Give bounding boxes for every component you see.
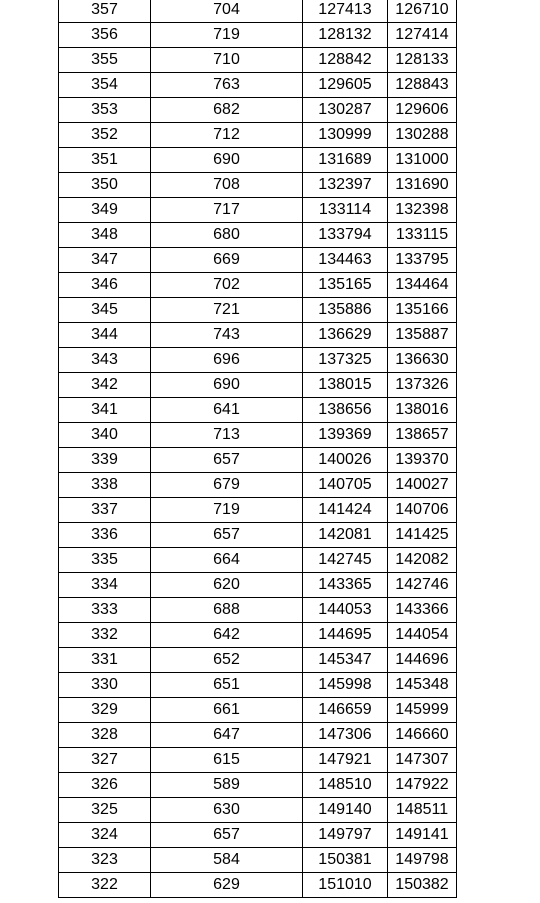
table-row	[59, 223, 457, 248]
table-row	[59, 748, 457, 773]
table-cell: 137326	[388, 373, 457, 398]
table-cell: 651	[151, 673, 303, 698]
table-cell: 351	[59, 148, 151, 173]
table-row	[59, 623, 457, 648]
table-cell: 135165	[303, 273, 388, 298]
table-row	[59, 498, 457, 523]
table-cell: 620	[151, 573, 303, 598]
table-cell: 142745	[303, 548, 388, 573]
table-cell: 669	[151, 248, 303, 273]
table-row	[59, 798, 457, 823]
table-cell: 129606	[388, 98, 457, 123]
table-cell: 142081	[303, 523, 388, 548]
table-cell: 642	[151, 623, 303, 648]
table-cell: 145999	[388, 698, 457, 723]
table-row	[59, 598, 457, 623]
table-cell: 133114	[303, 198, 388, 223]
table-row	[59, 698, 457, 723]
table-cell: 143366	[388, 598, 457, 623]
table-cell: 323	[59, 848, 151, 873]
table-row	[59, 148, 457, 173]
table-row	[59, 523, 457, 548]
table-body	[59, 0, 457, 898]
table-cell: 135887	[388, 323, 457, 348]
table-cell: 346	[59, 273, 151, 298]
table-row	[59, 448, 457, 473]
table-cell: 148511	[388, 798, 457, 823]
table-cell: 140027	[388, 473, 457, 498]
table-cell: 147921	[303, 748, 388, 773]
table-cell: 132397	[303, 173, 388, 198]
table-cell: 140026	[303, 448, 388, 473]
table-cell: 713	[151, 423, 303, 448]
table-cell: 131000	[388, 148, 457, 173]
table-row	[59, 723, 457, 748]
table-cell: 664	[151, 548, 303, 573]
table-cell: 336	[59, 523, 151, 548]
table-cell: 340	[59, 423, 151, 448]
table-cell: 704	[151, 0, 303, 23]
table-cell: 657	[151, 823, 303, 848]
table-cell: 138656	[303, 398, 388, 423]
table-cell: 144053	[303, 598, 388, 623]
table-cell: 352	[59, 123, 151, 148]
table-row	[59, 823, 457, 848]
table-cell: 347	[59, 248, 151, 273]
table-cell: 149140	[303, 798, 388, 823]
table-cell: 657	[151, 448, 303, 473]
table-cell: 690	[151, 373, 303, 398]
table-cell: 134463	[303, 248, 388, 273]
table-cell: 126710	[388, 0, 457, 23]
table-cell: 690	[151, 148, 303, 173]
table-cell: 149798	[388, 848, 457, 873]
table-cell: 589	[151, 773, 303, 798]
table-cell: 131689	[303, 148, 388, 173]
table-cell: 140706	[388, 498, 457, 523]
table-row	[59, 48, 457, 73]
table-cell: 710	[151, 48, 303, 73]
table-cell: 688	[151, 598, 303, 623]
table-cell: 354	[59, 73, 151, 98]
table-cell: 142082	[388, 548, 457, 573]
table-cell: 131690	[388, 173, 457, 198]
table-row	[59, 0, 457, 23]
table-cell: 338	[59, 473, 151, 498]
table-cell: 696	[151, 348, 303, 373]
table-cell: 132398	[388, 198, 457, 223]
table-cell: 348	[59, 223, 151, 248]
table-cell: 147307	[388, 748, 457, 773]
table-cell: 349	[59, 198, 151, 223]
table-cell: 332	[59, 623, 151, 648]
table-cell: 149797	[303, 823, 388, 848]
table-cell: 325	[59, 798, 151, 823]
table-row	[59, 873, 457, 898]
table-cell: 127414	[388, 23, 457, 48]
table-cell: 615	[151, 748, 303, 773]
table-cell: 712	[151, 123, 303, 148]
table-cell: 150381	[303, 848, 388, 873]
table-cell: 327	[59, 748, 151, 773]
table-row	[59, 673, 457, 698]
table-cell: 133794	[303, 223, 388, 248]
table-cell: 719	[151, 23, 303, 48]
table-cell: 679	[151, 473, 303, 498]
table-cell: 144696	[388, 648, 457, 673]
table-cell: 641	[151, 398, 303, 423]
table-cell: 334	[59, 573, 151, 598]
table-cell: 149141	[388, 823, 457, 848]
table-row	[59, 298, 457, 323]
table-cell: 717	[151, 198, 303, 223]
table-cell: 343	[59, 348, 151, 373]
table-cell: 128133	[388, 48, 457, 73]
table-cell: 145347	[303, 648, 388, 673]
table-cell: 333	[59, 598, 151, 623]
table-cell: 143365	[303, 573, 388, 598]
table-cell: 134464	[388, 273, 457, 298]
table-row	[59, 123, 457, 148]
table-cell: 151010	[303, 873, 388, 898]
table-cell: 135166	[388, 298, 457, 323]
table-row	[59, 573, 457, 598]
table-cell: 138015	[303, 373, 388, 398]
table-cell: 136629	[303, 323, 388, 348]
table-cell: 341	[59, 398, 151, 423]
table-cell: 147306	[303, 723, 388, 748]
table-cell: 146660	[388, 723, 457, 748]
table-row	[59, 473, 457, 498]
table-cell: 708	[151, 173, 303, 198]
table-cell: 652	[151, 648, 303, 673]
table-cell: 142746	[388, 573, 457, 598]
table-cell: 139369	[303, 423, 388, 448]
table-cell: 133795	[388, 248, 457, 273]
table-cell: 128842	[303, 48, 388, 73]
table-cell: 331	[59, 648, 151, 673]
table-cell: 357	[59, 0, 151, 23]
table-row	[59, 73, 457, 98]
table-row	[59, 248, 457, 273]
table-cell: 129605	[303, 73, 388, 98]
table-cell: 150382	[388, 873, 457, 898]
table-cell: 148510	[303, 773, 388, 798]
table-cell: 661	[151, 698, 303, 723]
table-cell: 322	[59, 873, 151, 898]
table-cell: 326	[59, 773, 151, 798]
table-cell: 324	[59, 823, 151, 848]
table-row	[59, 98, 457, 123]
table-cell: 350	[59, 173, 151, 198]
table-cell: 345	[59, 298, 151, 323]
table-cell: 344	[59, 323, 151, 348]
table-cell: 130999	[303, 123, 388, 148]
table-cell: 335	[59, 548, 151, 573]
table-cell: 680	[151, 223, 303, 248]
table-cell: 329	[59, 698, 151, 723]
table-cell: 647	[151, 723, 303, 748]
table-cell: 145348	[388, 673, 457, 698]
table-cell: 130288	[388, 123, 457, 148]
table-cell: 584	[151, 848, 303, 873]
table-row	[59, 423, 457, 448]
table-cell: 128132	[303, 23, 388, 48]
table-cell: 145998	[303, 673, 388, 698]
table-cell: 138657	[388, 423, 457, 448]
table-cell: 702	[151, 273, 303, 298]
table-cell: 328	[59, 723, 151, 748]
table-row	[59, 848, 457, 873]
table-cell: 630	[151, 798, 303, 823]
table-row	[59, 398, 457, 423]
table-cell: 356	[59, 23, 151, 48]
score-distribution-table	[58, 0, 457, 898]
table-row	[59, 23, 457, 48]
table-cell: 719	[151, 498, 303, 523]
table-cell: 682	[151, 98, 303, 123]
table-row	[59, 773, 457, 798]
table-cell: 339	[59, 448, 151, 473]
table-row	[59, 348, 457, 373]
table-cell: 147922	[388, 773, 457, 798]
table-cell: 141424	[303, 498, 388, 523]
table-cell: 128843	[388, 73, 457, 98]
table-cell: 136630	[388, 348, 457, 373]
table-cell: 139370	[388, 448, 457, 473]
table-cell: 138016	[388, 398, 457, 423]
table-row	[59, 323, 457, 348]
table-cell: 144054	[388, 623, 457, 648]
table-cell: 330	[59, 673, 151, 698]
table-row	[59, 173, 457, 198]
table-cell: 743	[151, 323, 303, 348]
table-cell: 763	[151, 73, 303, 98]
table-cell: 657	[151, 523, 303, 548]
table-cell: 355	[59, 48, 151, 73]
table-row	[59, 273, 457, 298]
table-row	[59, 198, 457, 223]
table-cell: 127413	[303, 0, 388, 23]
table-cell: 721	[151, 298, 303, 323]
table-cell: 133115	[388, 223, 457, 248]
table-cell: 629	[151, 873, 303, 898]
table-cell: 144695	[303, 623, 388, 648]
table-cell: 337	[59, 498, 151, 523]
table-cell: 137325	[303, 348, 388, 373]
table-row	[59, 548, 457, 573]
table-cell: 130287	[303, 98, 388, 123]
table-cell: 342	[59, 373, 151, 398]
table-row	[59, 373, 457, 398]
table-cell: 135886	[303, 298, 388, 323]
table-cell: 141425	[388, 523, 457, 548]
table-row	[59, 648, 457, 673]
table-cell: 146659	[303, 698, 388, 723]
table-cell: 353	[59, 98, 151, 123]
table-cell: 140705	[303, 473, 388, 498]
